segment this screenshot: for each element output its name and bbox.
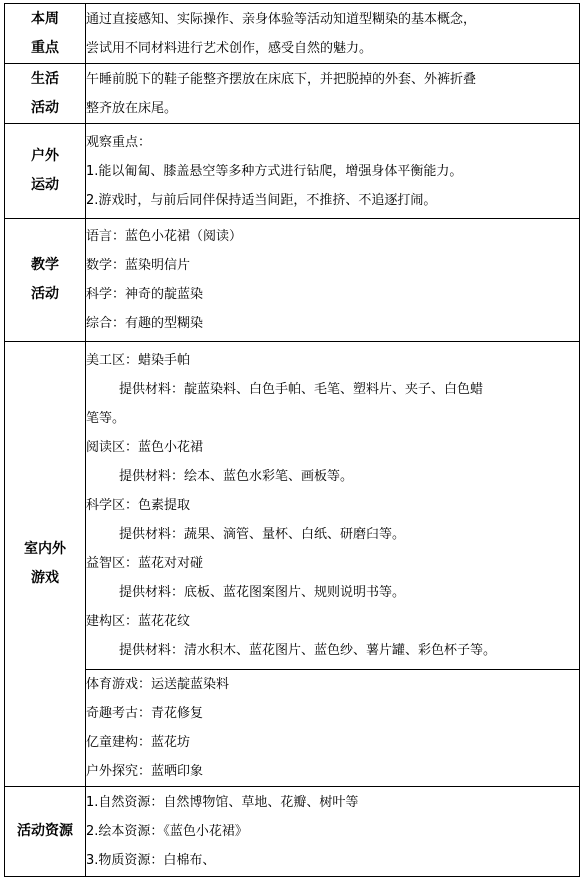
content-area-games: [86, 342, 580, 670]
label-weekly-focus: 本周 重点: [5, 4, 86, 64]
text-line: 户外探究：蓝晒印象: [86, 764, 204, 779]
label-outdoor-sports: 户外 运动: [5, 124, 86, 219]
text-line: 通过直接感知、实际操作、亲身体验等活动知道型糊染的基本概念，: [86, 11, 477, 27]
text-line: 1.自然资源：自然博物馆、草地、花瓣、树叶等: [86, 795, 359, 810]
content-life-activity: [86, 64, 580, 124]
row-life-activity: [5, 64, 580, 124]
text-line: 3.物质资源：白棉布、: [86, 853, 216, 868]
text-line: 科学：神奇的靛蓝染: [86, 287, 204, 302]
content-teaching-activity: [86, 219, 580, 342]
area-title: 建构区：蓝花花纹: [86, 614, 191, 629]
label-indoor-outdoor-games: 室内外 游戏: [5, 342, 86, 787]
text-line: 奇趣考古：青花修复: [86, 706, 204, 721]
content-outdoor-sports: [86, 124, 580, 219]
area-title: 阅读区：蓝色小花裙: [86, 440, 204, 455]
row-outdoor-sports: [5, 124, 580, 219]
text-line: 体育游戏：运送靛蓝染料: [86, 677, 230, 692]
row-indoor-outdoor-games-sub: [5, 670, 580, 787]
row-weekly-focus: [5, 4, 580, 64]
text-line: 观察重点：: [86, 134, 152, 150]
text-line: 数学：蓝染明信片: [86, 258, 191, 273]
content-other-games: [86, 670, 580, 787]
label-activity-resources: 活动资源: [5, 787, 86, 877]
text-line: 午睡前脱下的鞋子能整齐摆放在床底下，并把脱掉的外套、外裤折叠: [86, 71, 477, 87]
materials-line: 提供材料：清水积木、蓝花图片、蓝色纱、薯片罐、彩色杯子等。: [119, 643, 497, 658]
text-line: 整齐放在床尾。: [86, 100, 178, 116]
text-line: 2.绘本资源：《蓝色小花裙》: [86, 824, 248, 839]
weekly-plan-table: [4, 3, 580, 877]
label-life-activity: 生活 活动: [5, 64, 86, 124]
materials-line: 提供材料：蔬果、滴管、量杯、白纸、研磨臼等。: [119, 527, 406, 542]
label-teaching-activity: 教学 活动: [5, 219, 86, 342]
text-line: 尝试用不同材料进行艺术创作，感受自然的魅力。: [86, 40, 373, 56]
text-line: 语言：蓝色小花裙（阅读）: [86, 229, 243, 244]
content-weekly-focus: [86, 4, 580, 64]
text-line: 1.能以匍匐、膝盖悬空等多种方式进行钻爬，增强身体平衡能力。: [86, 163, 463, 179]
text-line: 2.游戏时，与前后同伴保持适当间距，不推挤、不追逐打闹。: [86, 192, 437, 208]
area-title: 美工区：蜡染手帕: [86, 353, 191, 368]
row-activity-resources: [5, 787, 580, 877]
area-title: 科学区：色素提取: [86, 498, 191, 513]
materials-line: 提供材料：靛蓝染料、白色手帕、毛笔、塑料片、夹子、白色蜡: [119, 382, 484, 397]
materials-line: 提供材料：底板、蓝花图案图片、规则说明书等。: [119, 585, 406, 600]
content-activity-resources: [86, 787, 580, 877]
text-line: 亿童建构：蓝花坊: [86, 735, 191, 750]
row-teaching-activity: [5, 219, 580, 342]
row-indoor-outdoor-games: [5, 342, 580, 670]
area-title: 益智区：蓝花对对碰: [86, 556, 204, 571]
materials-line-cont: 笔等。: [86, 411, 126, 426]
materials-line: 提供材料：绘本、蓝色水彩笔、画板等。: [119, 469, 354, 484]
text-line: 综合：有趣的型糊染: [86, 316, 204, 331]
